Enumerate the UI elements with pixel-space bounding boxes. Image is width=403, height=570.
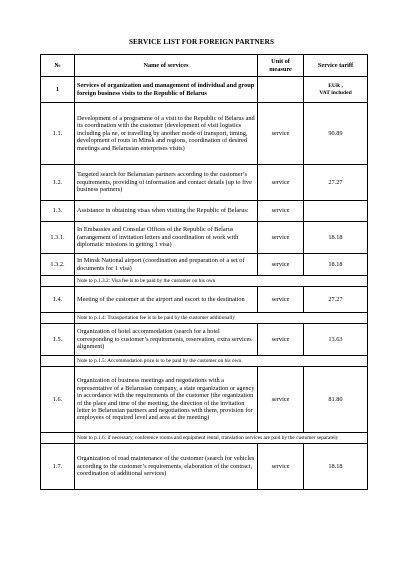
row-number: 1.4.: [41, 287, 75, 313]
note-text: Note to p.1.4: Transportation fee is to be paid by the customer additionally: [75, 313, 368, 324]
header-unit: Unit of measure: [258, 55, 304, 77]
row-number: 1.1.: [41, 103, 75, 165]
unit-of-measure: service: [258, 222, 304, 254]
service-name: In Embassies and Consular Offices of the Republic of Belarus (arrangement of invitation letters and coordination of work with diplomatic missions in getting 1 visa): [75, 222, 258, 254]
section-unit: [258, 77, 304, 103]
service-tariff: 27.27: [304, 165, 368, 201]
service-name: Assistance in obtaining visas when visiting the Republic of Belarus:: [75, 201, 258, 222]
note-spacer: [41, 356, 75, 367]
unit-of-measure: service: [258, 103, 304, 165]
service-row: [41, 103, 368, 165]
unit-of-measure: service: [258, 254, 304, 276]
note-row: [41, 313, 368, 324]
header-num: №: [41, 55, 75, 77]
service-row: [41, 201, 368, 222]
unit-of-measure: service: [258, 165, 304, 201]
note-spacer: [41, 313, 75, 324]
unit-of-measure: service: [258, 324, 304, 356]
note-spacer: [41, 276, 75, 287]
service-tariff: 81.80: [304, 367, 368, 433]
note-row: [41, 433, 368, 444]
section-num: 1: [41, 77, 75, 103]
row-number: 1.3.2.: [41, 254, 75, 276]
service-row: [41, 367, 368, 433]
document-title: SERVICE LIST FOR FOREIGN PARTNERS: [128, 38, 275, 46]
service-table: [40, 54, 368, 490]
service-name: Organization of business meetings and negotiations with a representative of a Belarusian company, a state organization or agency in accordance with the requirements of the customer (the organization of the place and time of the meeting, the direction of the invitation letter to Belarusian partners and negotiations with them, provision for employees of required level and area at the meeting): [75, 367, 258, 433]
row-number: 1.3.1.: [41, 222, 75, 254]
service-row: [41, 254, 368, 276]
note-spacer: [41, 433, 75, 444]
note-text: Note to p.1.3.2: Visa fee is to be paid by the customer on his own: [75, 276, 368, 287]
service-name: Meeting of the customer at the airport and escort to the destination: [75, 287, 258, 313]
service-row: [41, 324, 368, 356]
service-tariff: 18.18: [304, 444, 368, 490]
service-name: Targeted search for Belarusian partners according to the customer’s requirements, providing of information and contact details (up to five business partners): [75, 165, 258, 201]
vat-label: VAT included: [319, 89, 352, 96]
section-name: Services of organization and management of individual and group foreign business visits to the Republic of Belarus: [75, 77, 258, 103]
header-name: Name of services: [75, 55, 258, 77]
service-name: In Minsk National airport (coordination and preparation of a set of documents for 1 visa): [75, 254, 258, 276]
service-name: Development of a programme of a visit to the Republic of Belarus and its coordination with the customer (development of visit logistics including pla ne, or travelling by another mode of transport, timing, development of routs in Minsk and regions, coordination of desired meetings and Belarusian enterprises visits): [75, 103, 258, 165]
service-row: [41, 222, 368, 254]
note-row: [41, 276, 368, 287]
row-number: 1.5.: [41, 324, 75, 356]
currency-label: EUR ,: [328, 82, 343, 89]
row-number: 1.2.: [41, 165, 75, 201]
note-row: [41, 356, 368, 367]
unit-of-measure: service: [258, 367, 304, 433]
service-tariff: 18.18: [304, 222, 368, 254]
service-tariff: 90.89: [304, 103, 368, 165]
service-name: Organization of hotel accommodation (search for a hotel corresponding to customer’s requirements, reservation, extra services alignment): [75, 324, 258, 356]
service-tariff: 13.63: [304, 324, 368, 356]
unit-of-measure: service: [258, 287, 304, 313]
service-name: Organization of road maintenance of the customer (search for vehicles according to the customer’s requirements, elaboration of the contract, coordination of additional services): [75, 444, 258, 490]
section-currency: [304, 77, 368, 103]
service-row: [41, 444, 368, 490]
unit-of-measure: service: [258, 444, 304, 490]
row-number: 1.6.: [41, 367, 75, 433]
service-tariff: 18.18: [304, 254, 368, 276]
header-tariff: Service tariff: [304, 55, 368, 77]
note-text: Note to p.1.5: Accommodation price is to be paid by the customer on his own: [75, 356, 368, 367]
unit-of-measure: service: [258, 201, 304, 222]
service-row: [41, 165, 368, 201]
section-row: [41, 77, 368, 103]
service-row: [41, 287, 368, 313]
row-number: 1.7.: [41, 444, 75, 490]
row-number: 1.3.: [41, 201, 75, 222]
service-tariff: 27.27: [304, 287, 368, 313]
service-tariff: [304, 201, 368, 222]
note-text: Note to p.1.6: if necessary, conference rooms and equipment rental, translation services are paid by the customer separately: [75, 433, 368, 444]
